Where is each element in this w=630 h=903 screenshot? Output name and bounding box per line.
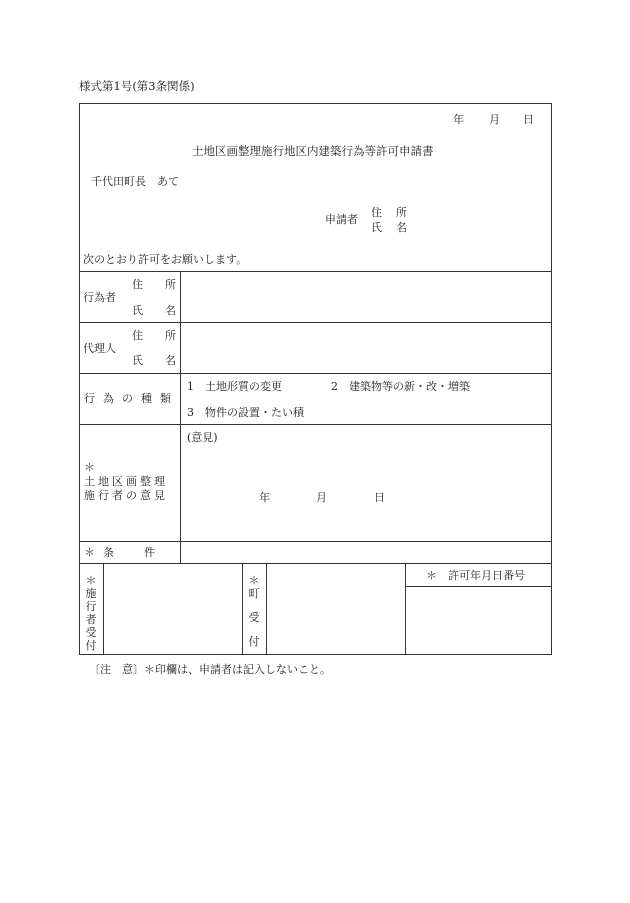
label-column-divider [180, 271, 181, 563]
opinion-label-line2: 施 行 者 の 意 見 [84, 489, 165, 502]
request-text: 次のとおり許可をお願いします。 [83, 253, 248, 266]
receipt-divider-3 [266, 563, 267, 655]
conditions-label: ＊ 条 件 [84, 546, 155, 559]
actor-name-label: 氏 名 [132, 304, 176, 317]
date-day-label: 日 [523, 113, 534, 126]
actor-address-label: 住 所 [132, 278, 176, 291]
receipt-divider-4 [405, 563, 406, 655]
divider-opinion [79, 541, 552, 542]
addressee: 千代田町長 あて [91, 175, 179, 188]
agent-label: 代理人 [83, 342, 116, 355]
kind-option-3: 3 物件の設置・たい積 [187, 406, 304, 419]
agent-address-label: 住 所 [132, 329, 176, 342]
opinion-label-line1: 土 地 区 画 整 理 [84, 475, 165, 488]
agent-name-label: 氏 名 [132, 354, 176, 367]
divider-conditions [79, 563, 552, 564]
kind-option-1: 1 土地形質の変更 [187, 380, 282, 393]
form-number-label: 様式第1号(第3条関係) [79, 79, 195, 93]
kind-label: 行 為 の 種 類 [84, 392, 171, 405]
permit-number-header: ＊ 許可年月日番号 [426, 569, 525, 582]
divider-permit-header [405, 586, 552, 587]
opinion-year-label: 年 [259, 491, 270, 504]
divider-actor [79, 322, 552, 323]
form-title: 土地区画整理施行地区内建築行為等許可申請書 [192, 144, 434, 158]
applicant-address-label: 住 所 [371, 206, 407, 219]
divider-kind [79, 424, 552, 425]
actor-label: 行為者 [83, 291, 116, 304]
town-receipt-label: ＊ 町 受 付 [248, 574, 260, 648]
receipt-divider-2 [242, 563, 243, 655]
opinion-asterisk: ＊ [84, 461, 95, 474]
opinion-month-label: 月 [316, 491, 327, 504]
applicant-label: 申請者 [325, 213, 358, 226]
opinion-text: (意見) [187, 431, 218, 444]
kind-option-2: 2 建築物等の新・改・増築 [331, 380, 470, 393]
executor-receipt-label: ＊ 施 行 者 受 付 [85, 574, 97, 652]
divider-header [79, 271, 552, 272]
date-year-label: 年 [453, 113, 464, 126]
date-month-label: 月 [489, 113, 500, 126]
receipt-divider-1 [103, 563, 104, 655]
footnote: 〔注 意〕＊印欄は、申請者は記入しないこと。 [89, 663, 331, 676]
opinion-day-label: 日 [374, 491, 385, 504]
divider-agent [79, 373, 552, 374]
applicant-name-label: 氏 名 [371, 221, 407, 234]
